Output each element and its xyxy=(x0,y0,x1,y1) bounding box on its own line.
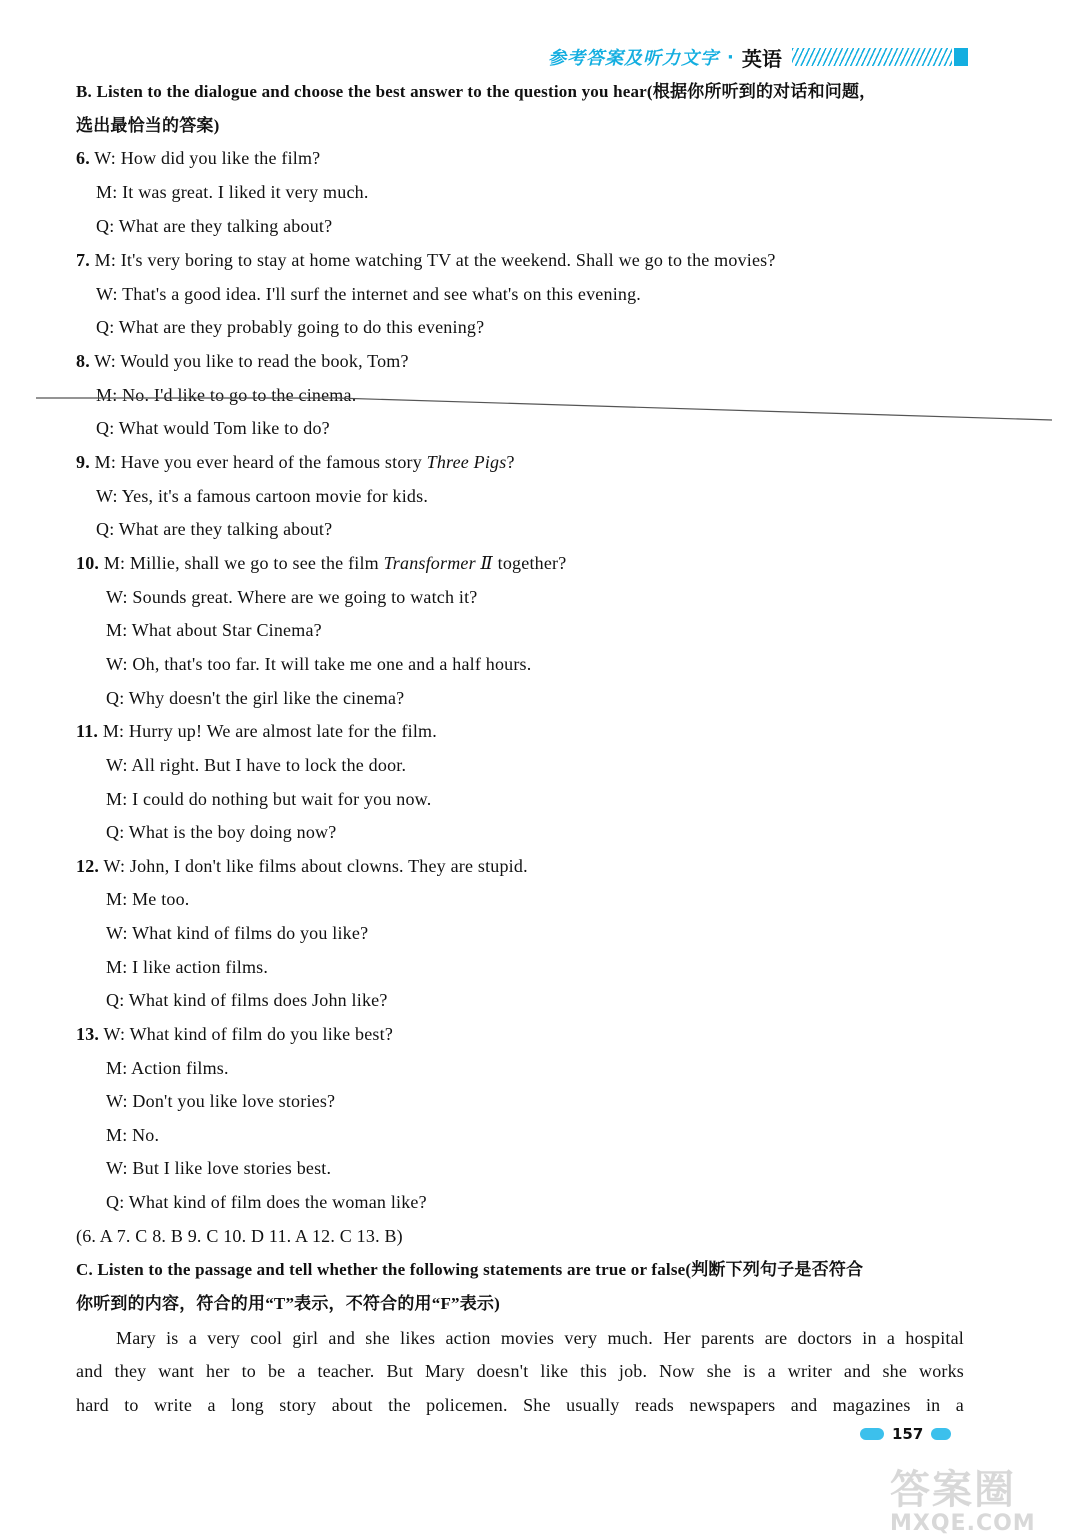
section-b-instruction-cont: 选出最恰当的答案) xyxy=(76,116,220,135)
dialogue-13-line-5: W: But I like love stories best. xyxy=(106,1158,332,1178)
dialogue-13-question: Q: What kind of film does the woman like? xyxy=(106,1192,427,1212)
page-dot-left xyxy=(860,1428,884,1440)
dialogue-8-line-2: M: No. I'd like to go to the cinema. xyxy=(96,385,357,405)
dialogue-10-line-1: 10. M: Millie, shall we go to see the film Transformer Ⅱ together? xyxy=(76,553,567,573)
dialogue-13-line-2: M: Action films. xyxy=(106,1058,229,1078)
dialogue-9-question: Q: What are they talking about? xyxy=(96,519,333,539)
header-block xyxy=(954,48,968,66)
dialogue-8-question: Q: What would Tom like to do? xyxy=(96,418,330,438)
dialogue-8-line-1: 8. W: Would you like to read the book, Tom? xyxy=(76,351,409,371)
watermark-text: 答案圈 xyxy=(890,1467,1016,1513)
dialogue-12-question: Q: What kind of films does John like? xyxy=(106,990,388,1010)
section-c-instruction: C. Listen to the passage and tell whether the following statements are true or false(判断下列句子是否符合 xyxy=(76,1260,864,1279)
header-stripes xyxy=(792,48,952,66)
dialogue-13-line-1: 13. W: What kind of film do you like best? xyxy=(76,1024,394,1044)
page-header xyxy=(548,44,968,70)
answer-key: (6. A 7. C 8. B 9. C 10. D 11. A 12. C 13. B) xyxy=(76,1226,403,1246)
dialogue-10-question: Q: Why doesn't the girl like the cinema? xyxy=(106,688,405,708)
dialogue-12-line-3: W: What kind of films do you like? xyxy=(106,923,369,943)
dialogue-10-line-2: W: Sounds great. Where are we going to watch it? xyxy=(106,587,478,607)
dialogue-9-line-2: W: Yes, it's a famous cartoon movie for kids. xyxy=(96,486,429,506)
passage-line-1: Mary is a very cool girl and she likes action movies very much. Her parents are doctors in a hospital xyxy=(116,1328,964,1348)
header-subject: 英语 xyxy=(741,46,782,71)
dialogue-7-line-1: 7. M: It's very boring to stay at home watching TV at the weekend. Shall we go to the movies? xyxy=(76,250,776,270)
dialogue-7-question: Q: What are they probably going to do this evening? xyxy=(96,317,485,337)
dialogue-7-line-2: W: That's a good idea. I'll surf the internet and see what's on this evening. xyxy=(96,284,641,304)
section-c-instruction-cont: 你听到的内容，符合的用“T”表示，不符合的用“F”表示) xyxy=(76,1294,500,1313)
dialogue-11-line-2: W: All right. But I have to lock the door. xyxy=(106,755,407,775)
dialogue-12-line-1: 12. W: John, I don't like films about clowns. They are stupid. xyxy=(76,856,528,876)
dialogue-13-line-3: W: Don't you like love stories? xyxy=(106,1091,336,1111)
dialogue-6-line-2: M: It was great. I liked it very much. xyxy=(96,182,369,202)
dialogue-11-line-3: M: I could do nothing but wait for you now. xyxy=(106,789,432,809)
dialogue-10-line-4: W: Oh, that's too far. It will take me one and a half hours. xyxy=(106,654,532,674)
dialogue-6-line-1: 6. W: How did you like the film? xyxy=(76,148,321,168)
watermark-url: MXQE.COM xyxy=(890,1511,1036,1536)
page-dot-right xyxy=(931,1428,951,1440)
passage-line-2: and they want her to be a teacher. But Mary doesn't like this job. Now she is a writer and she works xyxy=(76,1361,964,1381)
page-number-badge xyxy=(860,1425,951,1443)
dialogue-11-line-1: 11. M: Hurry up! We are almost late for the film. xyxy=(76,721,437,741)
dialogue-6-question: Q: What are they talking about? xyxy=(96,216,333,236)
dialogue-13-line-4: M: No. xyxy=(106,1125,160,1145)
page-number: 157 xyxy=(892,1425,924,1443)
header-dot: · xyxy=(727,46,734,68)
dialogue-12-line-4: M: I like action films. xyxy=(106,957,269,977)
dialogue-9-line-1: 9. M: Have you ever heard of the famous story Three Pigs? xyxy=(76,452,515,472)
passage-line-3: hard to write a long story about the policemen. She usually reads newspapers and magazines in a xyxy=(76,1395,964,1415)
dialogue-11-question: Q: What is the boy doing now? xyxy=(106,822,337,842)
dialogue-10-line-3: M: What about Star Cinema? xyxy=(106,620,322,640)
header-title: 参考答案及听力文字 xyxy=(548,48,719,69)
watermark-logo xyxy=(890,1458,1060,1536)
section-b-instruction: B. Listen to the dialogue and choose the best answer to the question you hear(根据你所听到的对话和问题， xyxy=(76,82,877,101)
dialogue-12-line-2: M: Me too. xyxy=(106,889,190,909)
